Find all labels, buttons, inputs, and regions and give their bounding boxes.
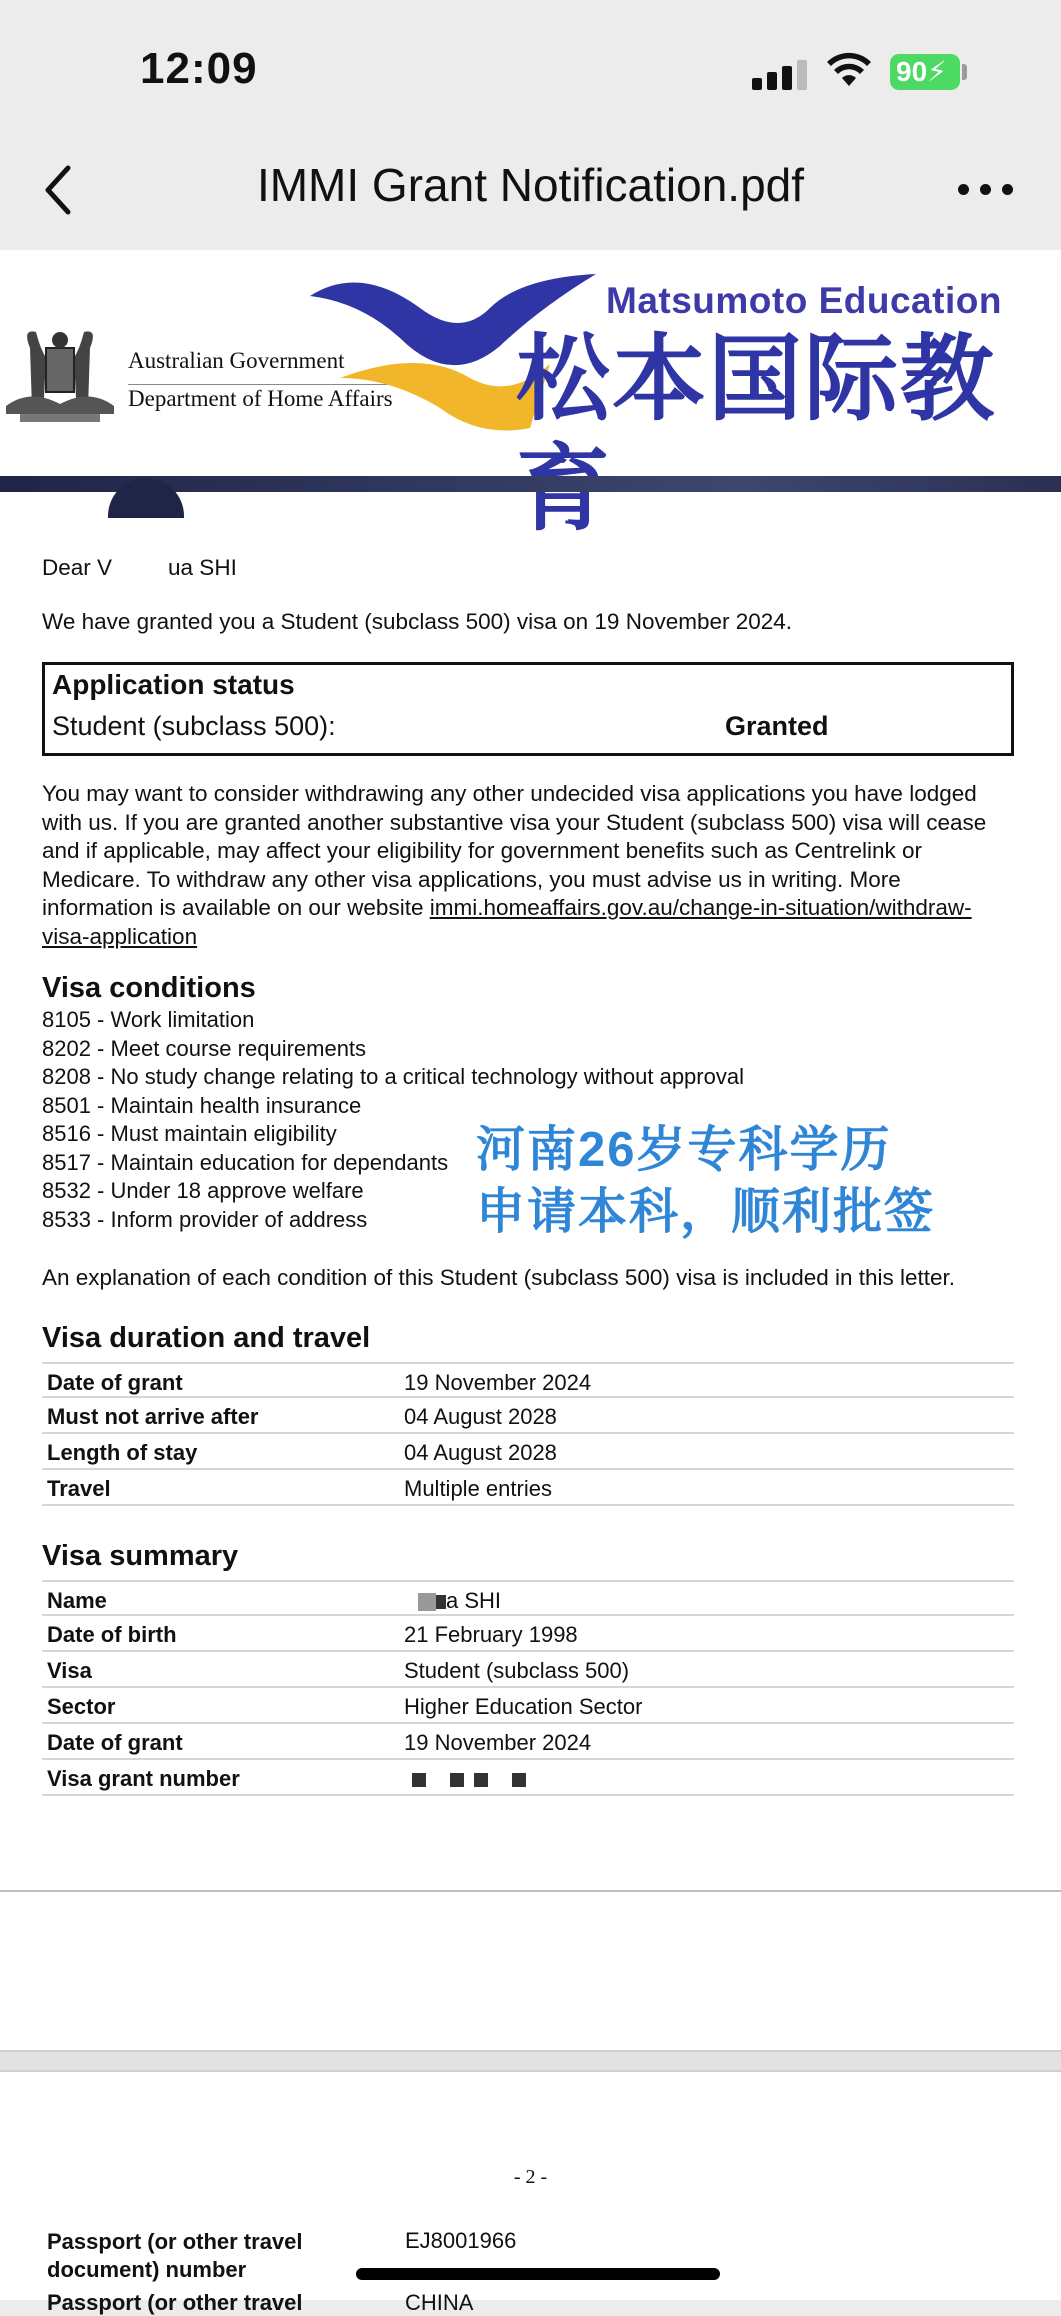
redaction: [450, 1773, 464, 1787]
page-number: - 2 -: [513, 2166, 548, 2188]
government-line: Australian Government: [128, 348, 345, 373]
visa-conditions-heading: Visa conditions: [42, 972, 256, 1004]
redaction: [412, 1773, 426, 1787]
table-row: [42, 1362, 1014, 1398]
withdraw-paragraph-text: You may want to consider withdrawing any other undecided visa applications you have lodged with us. If you are granted another substantive visa your Student (subclass 500) visa will cease and if applicable, may affect your eligibility for government benefits such as Centrelink or Medicare. To withdraw any other visa applications, you must advise us in writing. More information is available on our website: [42, 781, 987, 920]
application-status-heading: Application status: [52, 669, 295, 700]
passport-country-label: Passport (or other travel: [47, 2290, 303, 2315]
row-value: 04 August 2028: [404, 1440, 557, 1465]
row-key: Date of grant: [47, 1730, 183, 1755]
table-row: [42, 1434, 1014, 1470]
passport-number-value: EJ8001966: [405, 2228, 517, 2253]
redaction: [474, 1773, 488, 1787]
greeting-suffix: ua SHI: [168, 555, 237, 580]
row-key: Visa grant number: [47, 1766, 240, 1791]
row-key: Sector: [47, 1694, 116, 1719]
application-status-value: Granted: [725, 711, 829, 741]
brand-name-chinese: 松本国际教: [516, 326, 997, 431]
status-bar: [0, 0, 1061, 140]
table-row: [42, 1724, 1014, 1760]
row-key: Date of grant: [47, 1370, 183, 1395]
row-value: Multiple entries: [404, 1476, 552, 1501]
redaction: [512, 1773, 526, 1787]
visa-summary-heading: Visa summary: [42, 1540, 239, 1572]
visa-duration-heading: Visa duration and travel: [42, 1322, 371, 1354]
coat-of-arms-icon: [0, 318, 120, 428]
page-separator: [0, 2050, 1061, 2072]
table-row: [42, 1580, 1014, 1616]
redaction: [418, 1593, 436, 1611]
document-title: IMMI Grant Notification.pdf: [256, 159, 805, 211]
chevron-left-icon[interactable]: [40, 160, 80, 220]
letter-banner: [0, 250, 1061, 480]
wifi-icon: [826, 52, 872, 88]
row-key: Date of birth: [47, 1622, 177, 1647]
condition-item: 8501 - Maintain health insurance: [42, 1092, 362, 1118]
redaction: [112, 555, 168, 575]
brand-name-english: Matsumoto Education: [606, 280, 1002, 321]
battery-level: 90: [896, 56, 928, 87]
department-line: Department of Home Affairs: [128, 386, 393, 411]
battery-icon: 90⚡: [890, 54, 960, 90]
pdf-page-1: [0, 250, 1061, 1890]
more-options-icon[interactable]: [958, 184, 1014, 196]
cellular-signal-icon: [752, 56, 808, 90]
battery-cap: [962, 64, 967, 80]
row-value: [404, 1766, 526, 1792]
row-key: Name: [47, 1588, 107, 1613]
row-key: Length of stay: [47, 1440, 198, 1465]
greeting: [42, 554, 237, 583]
table-row: [42, 1652, 1014, 1688]
condition-item: 8202 - Meet course requirements: [42, 1035, 367, 1061]
clock: 12:09: [140, 44, 258, 93]
row-value: 19 November 2024: [404, 1730, 592, 1755]
table-row: [42, 1398, 1014, 1434]
redaction: [436, 1595, 446, 1609]
promo-overlay-line-2: 申请本科，顺利批签: [476, 1185, 936, 1239]
table-row: [42, 1760, 1014, 1796]
condition-item: 8105 - Work limitation: [42, 1007, 255, 1032]
table-row: [42, 1616, 1014, 1652]
home-indicator[interactable]: [356, 2268, 720, 2280]
row-value: Student (subclass 500): [404, 1658, 630, 1683]
condition-item: 8516 - Must maintain eligibility: [42, 1121, 337, 1146]
row-key: Travel: [47, 1476, 111, 1501]
name-value: a SHI: [446, 1588, 502, 1613]
nav-bar: [0, 140, 1061, 250]
table-row: [42, 1470, 1014, 1506]
withdraw-visa-link[interactable]: immi.homeaffairs.gov.au/change-in-situation/withdraw-visa-application: [42, 895, 972, 949]
grant-statement: We have granted you a Student (subclass 500) visa on 19 November 2024.: [42, 609, 793, 634]
row-key: Visa: [47, 1658, 92, 1683]
withdraw-paragraph: [42, 780, 1017, 951]
pdf-page-2: [0, 2072, 1061, 2300]
row-value: Higher Education Sector: [404, 1694, 643, 1719]
promo-overlay-line-1: 河南26岁专科学历: [476, 1123, 892, 1177]
condition-item: 8517 - Maintain education for dependants: [42, 1149, 449, 1175]
row-value: 21 February 1998: [404, 1622, 578, 1647]
application-status-label: Student (subclass 500):: [52, 711, 336, 741]
condition-item: 8208 - No study change relating to a critical technology without approval: [42, 1064, 744, 1089]
table-row: [42, 1688, 1014, 1724]
greeting-prefix: Dear V: [42, 555, 113, 580]
condition-item: 8533 - Inform provider of address: [42, 1206, 368, 1232]
row-value: [404, 1588, 501, 1614]
application-status-box: [42, 662, 1014, 756]
row-key: Must not arrive after: [47, 1404, 259, 1429]
condition-item: 8532 - Under 18 approve welfare: [42, 1178, 364, 1203]
row-value: 04 August 2028: [404, 1404, 557, 1429]
conditions-explanation: An explanation of each condition of this Student (subclass 500) visa is included in this letter.: [42, 1265, 956, 1290]
row-value: 19 November 2024: [404, 1370, 592, 1395]
passport-country-value: CHINA: [405, 2290, 474, 2315]
passport-number-label: Passport (or other travel document) number: [47, 2229, 303, 2282]
page-1-bottom-margin: [0, 1890, 1061, 2070]
